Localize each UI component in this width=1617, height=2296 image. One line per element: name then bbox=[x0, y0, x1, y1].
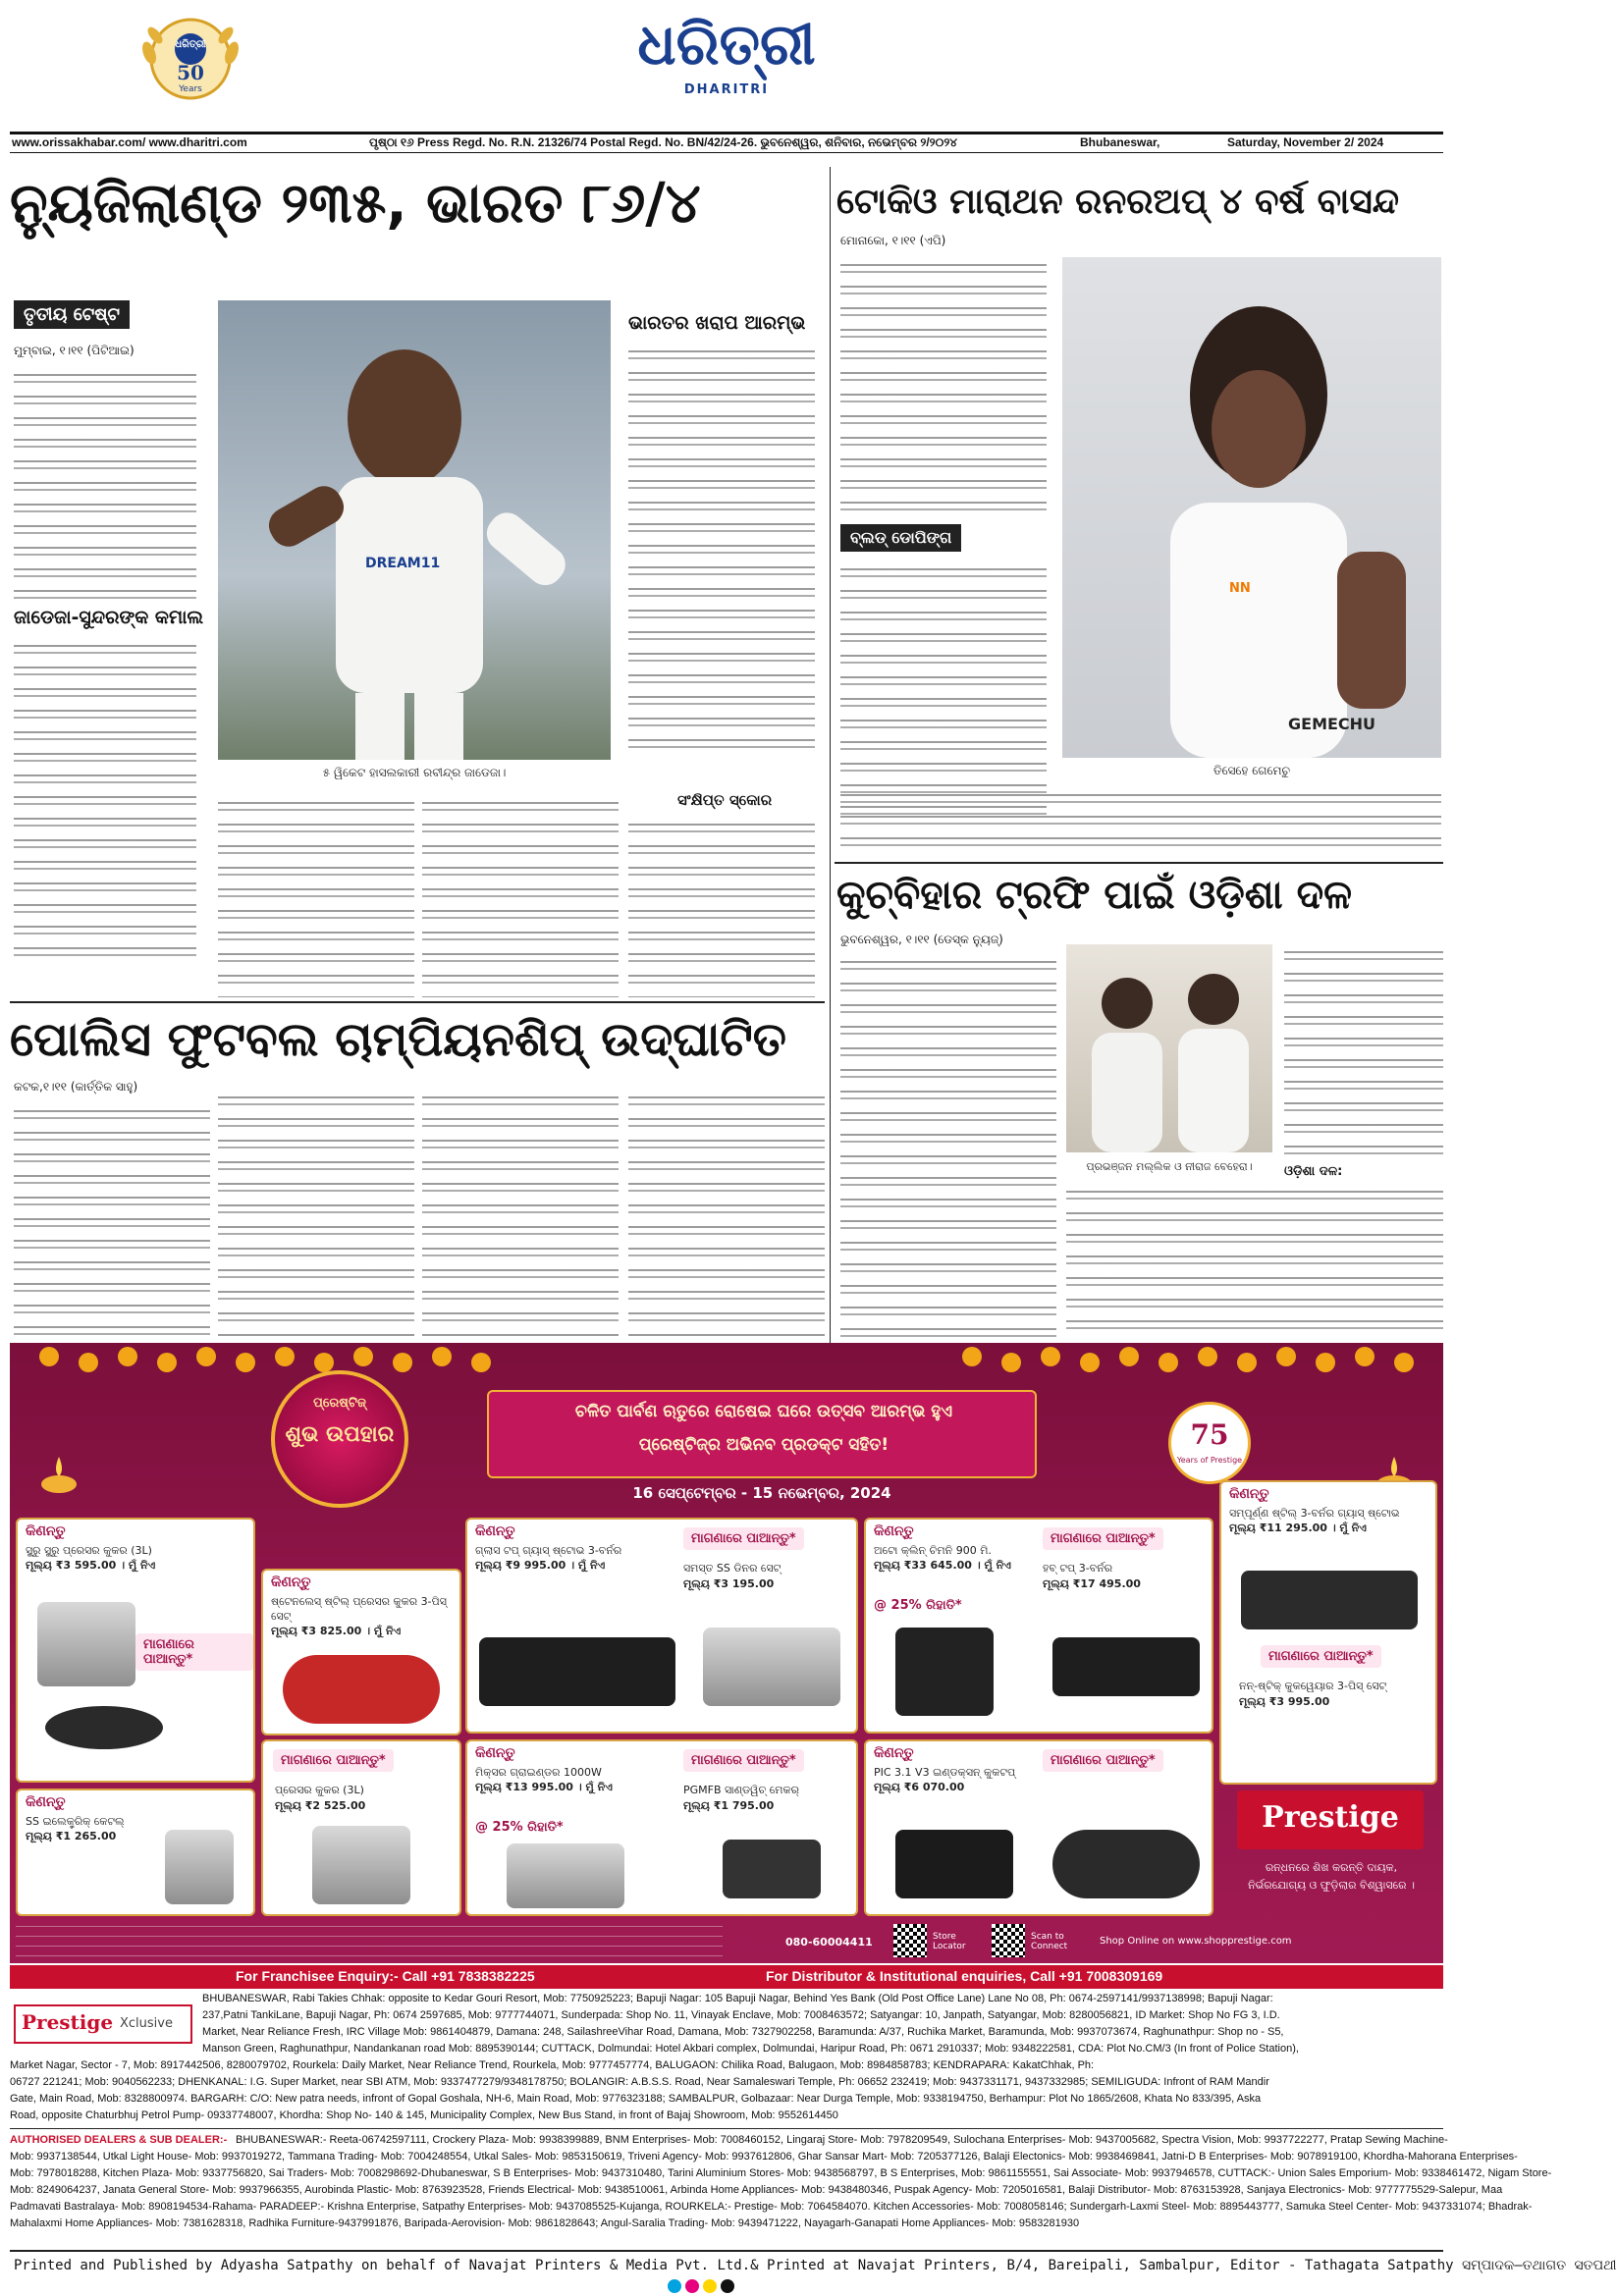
discount-badge: @ 25% ରିହାତି* bbox=[475, 1820, 564, 1835]
buy-label: କିଣନ୍ତୁ bbox=[874, 1745, 914, 1761]
ad-title-box bbox=[487, 1390, 1037, 1478]
free-price: ମୂଲ୍ୟ ₹17 495.00 bbox=[1043, 1577, 1141, 1590]
cooch-headline: କୁଚ୍‌ବିହାର ଟ୍ରଫି ପାଇଁ ଓଡ଼ିଶା ଦଳ bbox=[836, 873, 1352, 918]
football-body-3 bbox=[422, 1090, 619, 1337]
hob-top-icon bbox=[1052, 1637, 1200, 1696]
free-desc: ସମସ୍ତ SS ଡିନର ସେଟ୍ bbox=[683, 1562, 782, 1575]
product-desc: ସ୍କ୍ରୁ ସ୍କ୍ରୁ ପ୍ରେସର କୁକର (3L) bbox=[26, 1544, 152, 1557]
auth-dealer-line: Mahalaxmi Home Appliances- Mob: 7381628318, Radhika Furniture-9437991876, Baripada-Aerovision- Mob: 9861828643; Angul-Saralia Trading- Mob: 9439471222, Nayagarh-Ganapati Home Appliances- Mob: 9583281930 bbox=[10, 2217, 1080, 2229]
marathon-body-1 bbox=[840, 257, 1047, 518]
dealer-line: Gate, Main Road, Mob: 8328800974. BARGARH: C/O: New patra needs, infront of Gopal Goshala, NH-6, Main Road, Mob: 9776323188; SAMBALPUR, Golbazaar: Near Durga Temple, Mob: 9338194750, Berhampur: Plot No 1865/2608, Khata No 833/395, Aska bbox=[10, 2093, 1262, 2105]
buy-label: କିଣନ୍ତୁ bbox=[1229, 1486, 1269, 1502]
pressure-cooker-icon bbox=[37, 1602, 135, 1686]
ad-dates: 16 ସେପ୍ଟେମ୍ବର - 15 ନଭେମ୍ବର, 2024 bbox=[632, 1484, 891, 1502]
prestige-brand-logo bbox=[1237, 1790, 1424, 1849]
store-locator-label: Store Locator bbox=[933, 1932, 966, 1951]
ad-tagline-1: ରନ୍ଧନରେ ଶିଖ କରନ୍ତି ଦାୟକ, bbox=[1265, 1861, 1398, 1874]
cricket-subhead-jadeja: ଜାଡେଜା-ସୁନ୍ଦରଙ୍କ କମାଲ bbox=[14, 607, 204, 628]
masthead-strip bbox=[10, 132, 1443, 153]
rule-football-top bbox=[10, 1001, 825, 1003]
football-dateline: କଟକ,୧।୧୧ (କାର୍ତ୍ତିକ ସାହୁ) bbox=[14, 1080, 138, 1094]
registration-dot-magenta bbox=[685, 2279, 699, 2293]
product-card-gas-stove[interactable] bbox=[465, 1518, 858, 1734]
website-links: www.orissakhabar.com/ www.dharitri.com bbox=[12, 135, 247, 149]
product-price: ମୂଲ୍ୟ ₹6 070.00 bbox=[874, 1781, 965, 1793]
cooch-players-photo bbox=[1066, 944, 1272, 1152]
press-regd: ପୃଷ୍ଠା ୧୬ Press Regd. No. R.N. 21326/74 Postal Regd. No. BN/42/24-26. ଭୁବନେଶ୍ୱର, ଶନିବାର, ନଭେମ୍ବର ୨/୨୦୨୪ bbox=[369, 135, 957, 149]
product-price: ମୂଲ୍ୟ ₹9 995.00 । ମୁଁ ନିଏ bbox=[475, 1559, 606, 1572]
cricket-subhead-score: ସଂକ୍ଷିପ୍ତ ସ୍କୋର bbox=[677, 791, 773, 809]
gemechu-photo bbox=[1062, 257, 1441, 758]
product-desc: SS ଇଲେକ୍ଟ୍ରିକ୍ କେଟଲ୍ bbox=[26, 1815, 125, 1828]
dealer-brand-name: Prestige bbox=[22, 2010, 114, 2034]
cooch-body-1 bbox=[840, 954, 1056, 1337]
dealer-line: Road, opposite Chaturbhuj Petrol Pump- 09337748007, Khordha: Shop No- 140 & 145, Municipality Complex, New Bus Stand, in front of Bajaj Showroom, Mob: 9552614450 bbox=[10, 2109, 838, 2121]
product-price: ମୂଲ୍ୟ ₹3 825.00 । ମୁଁ ନିଏ bbox=[271, 1625, 402, 1637]
product-price: ମୂଲ୍ୟ ₹1 265.00 bbox=[26, 1830, 117, 1842]
dealer-line: Market Nagar, Sector - 7, Mob: 8917442506, 8280079702, Rourkela: Daily Market, Near Reliance Trend, Rourkela, Mob: 9777457774, BALUGAON: Chilika Road, Balugaon, Mob: 8984858783; KENDRAPARA: KakatChhak, Ph: bbox=[10, 2059, 1095, 2071]
free-price: ମୂଲ୍ୟ ₹2 525.00 bbox=[275, 1799, 366, 1812]
imprint-line: Printed and Published by Adyasha Satpathy on behalf of Navajat Printers & Media Pvt. Ltd.& Printed at Navajat Printers, B/4, Bareipali, Sambalpur, Editor - Tathagata Satpathy ସମ୍ପାଦକ–ତଥାଗତ ସତପଥୀ bbox=[14, 2258, 1617, 2273]
tawa-icon bbox=[45, 1706, 163, 1749]
cricket-subhead-batting: ଭାରତର ଖରାପ ଆରମ୍ଭ bbox=[628, 312, 806, 334]
free-label: ମାଗଣାରେ ପାଆନ୍ତୁ* bbox=[683, 1749, 804, 1772]
store-locator-qr[interactable] bbox=[893, 1924, 927, 1957]
free-desc: ହବ୍ ଟପ୍ 3-ବର୍ନର bbox=[1043, 1562, 1113, 1575]
buy-label: କିଣନ୍ତୁ bbox=[475, 1745, 515, 1761]
gemechu-photo-caption: ତିସେହେ ଗେମେଚୁ bbox=[1213, 764, 1290, 777]
pressure-cooker-icon bbox=[312, 1826, 410, 1904]
prestige-ad bbox=[10, 1343, 1443, 1963]
jersey-sponsor: DREAM11 bbox=[365, 556, 441, 571]
discount-badge: @ 25% ରିହାତି* bbox=[874, 1598, 962, 1613]
product-card-induction[interactable] bbox=[864, 1739, 1213, 1916]
dealer-line: Manson Green, Raghunathpur, Nandankanan road Mob: 8895390144; CUTTACK, Dolmundai: Hotel Akbari complex, Dolmundai, Haripur Road, Ph: 0671 2910337; Mob: 9348222581, CDA: Plot No.CM/3 (In front of Police Station), bbox=[202, 2043, 1299, 2055]
product-card-cookware-set[interactable] bbox=[261, 1569, 461, 1735]
dateline-date: Saturday, November 2/ 2024 bbox=[1227, 135, 1384, 149]
registration-dot-yellow bbox=[703, 2279, 717, 2293]
footer-rule bbox=[10, 2250, 1443, 2252]
prestige-brand-text: Prestige bbox=[1262, 1800, 1399, 1835]
auth-dealer-line: Mob: 7978018288, Kitchen Plaza- Mob: 9337756820, Sai Traders- Mob: 7008298692-Dhubaneswar, S B Enterprises- Mob: 9437310480, Tarini Aluminium Stores- Mob: 9438568797, B S Enterprises, Mob: 9861155551, Sai Associate- Mob: 9937946578, CUTTACK:- Union Sales Emporium- Mob: 9338461472, Nigam Store- bbox=[10, 2167, 1552, 2179]
shubh-upahar-badge bbox=[271, 1370, 408, 1508]
runner-silhouette-icon bbox=[1062, 257, 1441, 758]
free-label: ମାଗଣାରେ ପାଆନ୍ତୁ* bbox=[273, 1749, 394, 1772]
anniversary-years: Years bbox=[179, 84, 202, 94]
dealer-line: 06727 221241; Mob: 9040562233; DHENKANAL: I.G. Super Market, near SBI ATM, Mob: 9337477279/9348178750; BOLANGIR: A.B.S.S. Road, Near Samaleswari Temple, Ph: 06652 232419; Mob: 9437331171, 9437332985; SEMILIGUDA: Infront of RAM Mandir bbox=[10, 2076, 1269, 2088]
free-label: ମାଗଣାରେ ପାଆନ୍ତୁ* bbox=[1043, 1527, 1163, 1550]
buy-label: କିଣନ୍ତୁ bbox=[271, 1575, 311, 1590]
football-body-2 bbox=[218, 1090, 414, 1337]
induction-cooktop-icon bbox=[895, 1830, 1013, 1898]
diya-icon bbox=[39, 1441, 79, 1500]
marathon-dateline: ମୋନାକୋ, ୧।୧୧ (ଏପି) bbox=[840, 234, 946, 247]
marathon-body-3 bbox=[840, 787, 1441, 856]
cricket-body-bottom1 bbox=[218, 795, 414, 997]
customer-care-number: 080-60004411 bbox=[785, 1936, 873, 1949]
ad-title-line1: ଚଳିତ ପାର୍ବଣ ଋତୁରେ ରୋଷେଇ ଘରେ ଉତ୍ସବ ଆରମ୍ଭ ହୁଏ bbox=[574, 1402, 953, 1421]
franchise-enquiry: For Franchisee Enquiry:- Call +91 7838382225 bbox=[236, 1968, 535, 1984]
free-price: ମୂଲ୍ୟ ₹3 995.00 bbox=[1239, 1695, 1330, 1708]
free-desc: PGMFB ସାଣ୍ଡୱିଚ୍ ମେକର୍ bbox=[683, 1784, 799, 1796]
rule-cooch-top bbox=[835, 862, 1443, 864]
dealer-divider bbox=[10, 2128, 1443, 2129]
free-desc: ନନ୍-ଷ୍ଟିକ୍ କୁକୱେୟାର 3-ପିସ୍ ସେଟ୍ bbox=[1239, 1680, 1387, 1692]
free-label: ମାଗଣାରେ ପାଆନ୍ତୁ* bbox=[1261, 1645, 1381, 1668]
jadeja-photo bbox=[218, 300, 611, 760]
product-desc: ସମ୍ପୂର୍ଣ୍ଣ ଷ୍ଟିଲ୍ 3-ବର୍ନର ଗ୍ୟାସ୍ ଷ୍ଟୋଭ bbox=[1229, 1507, 1400, 1520]
masthead-logo-sub: DHARITRI bbox=[683, 82, 770, 97]
dealer-line: BHUBANESWAR, Rabi Takies Chhak: opposite to Kedar Gouri Resort, Mob: 7750925223; Bapuji Nagar: 105 Bapuji Nagar, Behind Yes Bank (Old Post Office Lane) Lane No 08, Ph: 0674-2597141/9937138998; Bapuji Nagar: bbox=[202, 1993, 1273, 2004]
sandwich-maker-icon bbox=[723, 1840, 821, 1898]
cricket-headline: ନ୍ୟୁଜିଲାଣ୍ଡ ୨୩୫, ଭାରତ ୮୬/୪ bbox=[10, 172, 701, 236]
ad-disclaimer bbox=[16, 1922, 723, 1961]
ad-tagline-2: ନିର୍ଭରଯୋଗ୍ୟ ଓ ଫୁଡ଼ିଲାର ବିଶ୍ୱାସରେ । bbox=[1248, 1879, 1415, 1892]
runner-bib: GEMECHU bbox=[1288, 715, 1376, 733]
years-badge-sub: Years of Prestige bbox=[1176, 1456, 1243, 1465]
badge-main-text: ଶୁଭ ଉପହାର bbox=[285, 1422, 395, 1447]
cookware-set-icon bbox=[283, 1655, 440, 1724]
players-silhouette-icon bbox=[1066, 944, 1272, 1152]
football-headline: ପୋଲିସ ଫୁଟବଲ ଚାମ୍ପିୟନଶିପ୍ ଉଦ୍‌ଘାଟିତ bbox=[10, 1012, 786, 1067]
anniversary-number: 50 bbox=[177, 61, 204, 84]
auth-dealer-title: AUTHORISED DEALERS & SUB DEALER:- bbox=[10, 2134, 228, 2146]
product-price: ମୂଲ୍ୟ ₹13 995.00 । ମୁଁ ନିଏ bbox=[475, 1781, 613, 1793]
cricket-dateline: ମୁମ୍ବାଇ, ୧।୧୧ (ପିଟିଆଇ) bbox=[14, 344, 135, 357]
gas-stove-icon bbox=[479, 1637, 675, 1706]
cricketer-silhouette-icon bbox=[218, 300, 611, 760]
anniversary-badge-logo: ଧରିତ୍ରୀ bbox=[175, 39, 206, 50]
product-desc: ଗ୍ଲାସ ଟପ୍ ଗ୍ୟାସ୍ ଷ୍ଟୋଭ 3-ବର୍ନର bbox=[475, 1544, 622, 1557]
marathon-headline: ଟୋକିଓ ମାରାଥନ ରନରଅପ୍ ୪ ବର୍ଷ ବାସନ୍ଦ bbox=[836, 182, 1400, 222]
auth-dealer-line: Mob: 8249064237, Janata General Store- Mob: 9937966355, Aurobinda Plastic- Mob: 8763923528, Friends Electrical- Mob: 9438510061, Arbinda Home Appliances- Mob: 9438480346, Puspak Agency- Mob: 7205016581, Balaji Distributor- Mob: 8763153928, Sanjaya Electronics- Mob: 9777775529-Salepur, Maa bbox=[10, 2184, 1503, 2196]
marathon-subhead-doping: ବ୍ଲଡ୍ ଡୋପିଙ୍ଗ bbox=[840, 524, 961, 552]
cooch-photo-caption: ପ୍ରଭଞ୍ଜନ ମଲ୍ଲିକ ଓ ନୀରାଜ ବେହେରା। bbox=[1086, 1160, 1253, 1173]
kettle-icon bbox=[165, 1830, 234, 1904]
cricket-scorecard bbox=[628, 817, 815, 997]
connect-qr[interactable] bbox=[992, 1924, 1025, 1957]
product-desc: ମିକ୍ସର ଗ୍ରାଇଣ୍ଡର 1000W bbox=[475, 1766, 602, 1779]
football-body-1 bbox=[14, 1103, 210, 1337]
product-price: ମୂଲ୍ୟ ₹33 645.00 । ମୁଁ ନିଏ bbox=[874, 1559, 1011, 1572]
buy-label: କିଣନ୍ତୁ bbox=[26, 1523, 66, 1539]
cricket-body-col1 bbox=[14, 367, 196, 601]
nonstick-set-icon bbox=[1052, 1830, 1200, 1898]
product-desc: PIC 3.1 V3 ଇଣ୍ଡକ୍ସନ୍ କୁକଟପ୍ bbox=[874, 1766, 1016, 1779]
cooch-body-3 bbox=[1066, 1184, 1443, 1337]
steel-stove-icon bbox=[1241, 1571, 1418, 1629]
cricket-tag: ତୃତୀୟ ଟେଷ୍ଟ bbox=[14, 300, 130, 329]
years-badge-number: 75 bbox=[1190, 1418, 1229, 1451]
product-card-chimney[interactable] bbox=[864, 1518, 1213, 1734]
column-rule-vertical bbox=[830, 167, 831, 1345]
auth-dealer-line: BHUBANESWAR:- Reeta-06742597111, Crockery Plaza- Mob: 9938399889, BNM Enterprises- Mob: 7008460152, Lingaraj Store- Mob: 7978209549, Sulochana Enterprises- Mob: 9437005682, Spectra Vision, Mob: 9937722277, Pratap Sewing Machine- bbox=[236, 2134, 1448, 2146]
mixer-grinder-icon bbox=[507, 1843, 624, 1908]
shop-online-link[interactable]: Shop Online on www.shopprestige.com bbox=[1100, 1936, 1292, 1947]
free-label: ମାଗଣାରେ ପାଆନ୍ତୁ* bbox=[1043, 1749, 1163, 1772]
product-card-pressure-cooker[interactable] bbox=[16, 1518, 255, 1783]
masthead-logo: ଧରିତ୍ରୀ bbox=[637, 11, 816, 78]
free-desc: ପ୍ରେସର କୁକର (3L) bbox=[275, 1784, 364, 1796]
product-desc: ଷ୍ଟେନଲେସ୍ ଷ୍ଟିଲ୍ ପ୍ରେସର କୁକର 3-ପିସ୍ ସେଟ୍ bbox=[271, 1595, 447, 1623]
dinner-set-icon bbox=[703, 1628, 840, 1706]
cricket-body-col1b bbox=[14, 638, 196, 962]
franchise-bar bbox=[10, 1965, 1443, 1989]
product-desc: ଅଟୋ କ୍ଲିନ୍ ଚିମନି 900 ମି. bbox=[874, 1544, 992, 1557]
dealer-line: Market, Near Reliance Fresh, IRC Village Mob: 9861404879, Damana: 248, SailashreeVihar Road, Damana, Mob: 7327902258, Baramunda: A/37, Ruchika Market, Baramunda, Mob: 9937073674, Raghunathpur: Shop no - S5, bbox=[202, 2026, 1284, 2038]
cooch-dateline: ଭୁବନେଶ୍ୱର, ୧।୧୧ (ଡେସ୍କ ନ୍ୟୁଜ୍) bbox=[840, 933, 1003, 946]
jadeja-photo-caption: ୫ ୱିକେଟ ହାସଲକାରୀ ରବୀନ୍ଦ୍ର ଜାଡେଜା। bbox=[322, 766, 507, 779]
product-price: ମୂଲ୍ୟ ₹11 295.00 । ମୁଁ ନିଏ bbox=[1229, 1522, 1367, 1534]
registration-dot-black bbox=[721, 2279, 734, 2293]
product-card-free-cooker[interactable] bbox=[261, 1739, 461, 1916]
dealer-line: 237,Patni TankiLane, Bapuji Nagar, Ph: 0674 2597685, Mob: 9777744071, Sunderpada: Shop No. 11, Vinayak Enclave, Mob: 7008463572; Satyangar: 10, Janpath, Satyangar, Mob: 8280056821, ID Market: Shop No FG 3, I.D. bbox=[202, 2009, 1280, 2021]
dealers-section bbox=[10, 1991, 1552, 2244]
free-price: ମୂଲ୍ୟ ₹3 195.00 bbox=[683, 1577, 775, 1590]
buy-label: କିଣନ୍ତୁ bbox=[874, 1523, 914, 1539]
free-price: ମୂଲ୍ୟ ₹1 795.00 bbox=[683, 1799, 775, 1812]
free-label: ମାଗଣାରେ ପାଆନ୍ତୁ* bbox=[683, 1527, 804, 1550]
product-price: ମୂଲ୍ୟ ₹3 595.00 । ମୁଁ ନିଏ bbox=[26, 1559, 156, 1572]
auth-dealer-line: Padmavati Bastralaya- Mob: 8908194534-Rahama- PARADEEP:- Krishna Enterprise, Satpathy Enterprises- Mob: 9437085525-Kujanga, ROURKELA:- Prestige- Mob: 7064584070. Kitchen Accessories- Mob: 7008058146; Sundergarh-Laxmi Steel- Mob: 8895443777, Samuka Steel Center- Mob: 9437331074; Bhadrak- bbox=[10, 2201, 1533, 2213]
free-label: ମାଗଣାରେ ପାଆନ୍ତୁ* bbox=[135, 1633, 253, 1671]
registration-dot-cyan bbox=[668, 2279, 681, 2293]
cooch-team-label: ଓଡ଼ିଶା ଦଳ: bbox=[1284, 1164, 1343, 1179]
product-card-kettle[interactable] bbox=[16, 1789, 255, 1916]
buy-label: କିଣନ୍ତୁ bbox=[475, 1523, 515, 1539]
anniversary-badge bbox=[135, 14, 245, 104]
buy-label: କିଣନ୍ତୁ bbox=[26, 1794, 66, 1810]
badge-top-text: ପ୍ରେଷ୍ଟିଜ୍ bbox=[313, 1396, 366, 1411]
ad-title-line2: ପ୍ରେଷ୍ଟିଜ୍‌ର ଅଭିନବ ପ୍ରଡକ୍ଟ ସହିତ! bbox=[638, 1435, 889, 1455]
chimney-icon bbox=[895, 1628, 994, 1716]
cricket-body-col3 bbox=[628, 344, 815, 756]
cricket-body-bottom2 bbox=[422, 795, 619, 997]
product-card-steel-stove[interactable] bbox=[1219, 1480, 1437, 1785]
runner-sponsor: NN bbox=[1229, 581, 1251, 596]
product-card-mixer-grinder[interactable] bbox=[465, 1739, 858, 1916]
dateline-city: Bhubaneswar, bbox=[1080, 135, 1160, 149]
dealer-brand-box bbox=[14, 2004, 192, 2044]
masthead bbox=[0, 0, 1453, 149]
football-body-4 bbox=[628, 1090, 825, 1337]
scan-label: Scan to Connect bbox=[1031, 1932, 1068, 1951]
distributor-enquiry: For Distributor & Institutional enquiries, Call +91 7008309169 bbox=[766, 1968, 1163, 1984]
years-badge bbox=[1168, 1402, 1251, 1484]
auth-dealer-line: Mob: 9937138544, Utkal Light House- Mob: 9937019272, Tammana Trading- Mob: 7004248554, Utkal Sales- Mob: 9853150619, Triveni Agency- Mob: 9937612806, Ghar Sansar Mart- Mob: 7205377126, Balaji Electonics- Mob: 9938469841, Jatni-D B Enterprises- Mob: 9078919100, Khordha-Mahorana Enterprises- bbox=[10, 2151, 1518, 2163]
cooch-body-2 bbox=[1284, 944, 1443, 1160]
dealer-brand-sub: Xclusive bbox=[120, 2016, 173, 2031]
